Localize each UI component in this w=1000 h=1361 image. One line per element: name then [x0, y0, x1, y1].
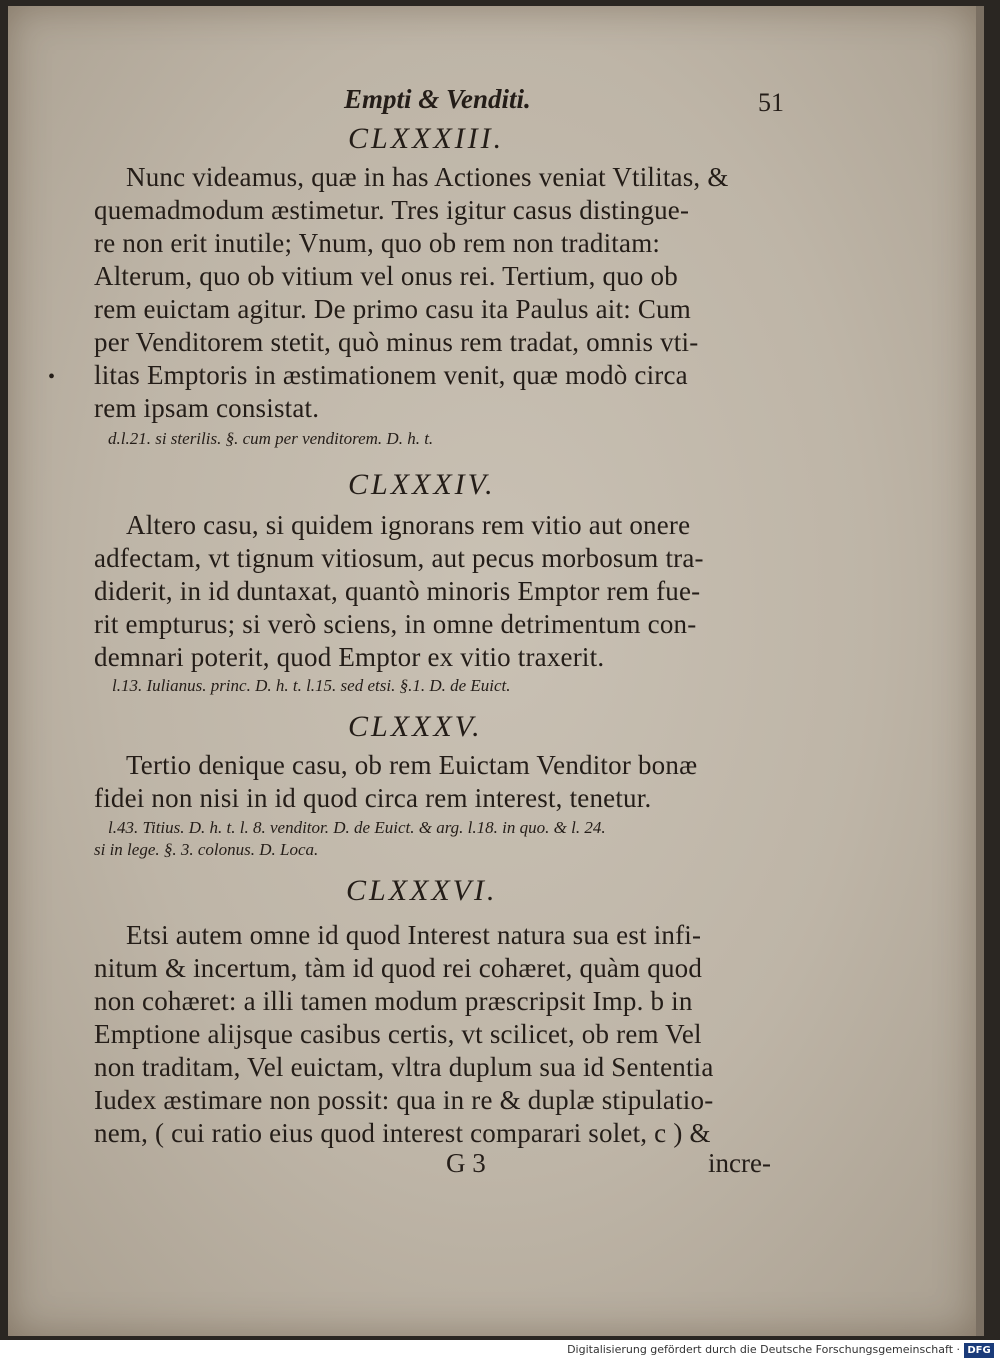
citation-note: l.43. Titius. D. h. t. l. 8. venditor. D. de Euict. & arg. l.18. in quo. & l. 24.: [108, 818, 606, 837]
text-line: rit empturus; si verò sciens, in omne detrimentum con-: [94, 609, 697, 639]
section-heading: CLXXXVI.: [346, 874, 498, 907]
text-line: non traditam, Vel euictam, vltra duplum sua id Sententia: [94, 1052, 714, 1082]
citation-note: si in lege. §. 3. colonus. D. Loca.: [94, 840, 319, 859]
citation-note: l.13. Iulianus. princ. D. h. t. l.15. sed etsi. §.1. D. de Euict.: [112, 676, 511, 695]
citation-note: d.l.21. si sterilis. §. cum per venditorem. D. h. t.: [108, 429, 434, 448]
text-line: diderit, in id duntaxat, quantò minoris Emptor rem fue-: [94, 576, 701, 606]
text-line: per Venditorem stetit, quò minus rem tradat, omnis vti-: [94, 327, 699, 357]
page-number: 51: [758, 88, 784, 117]
text-line: litas Emptoris in æstimationem venit, quæ modò circa: [94, 360, 688, 390]
section-heading: CLXXXIII.: [348, 122, 505, 155]
section-heading: CLXXXIV.: [348, 468, 496, 501]
text-line: Altero casu, si quidem ignorans rem vitio aut onere: [126, 510, 691, 540]
text-line: non cohæret: a illi tamen modum præscripsit Imp. b in: [94, 986, 693, 1016]
text-line: adfectam, vt tignum vitiosum, aut pecus morbosum tra-: [94, 543, 704, 573]
text-line: re non erit inutile; Vnum, quo ob rem non traditam:: [94, 228, 661, 258]
text-line: Tertio denique casu, ob rem Euictam Venditor bonæ: [126, 750, 698, 780]
text-line: nem, ( cui ratio eius quod interest comparari solet, c ) &: [94, 1118, 711, 1148]
text-line: rem ipsam consistat.: [94, 393, 320, 423]
text-line: Alterum, quo ob vitium vel onus rei. Tertium, quo ob: [94, 261, 678, 291]
running-title: Empti & Venditi.: [344, 84, 531, 114]
text-line: fidei non nisi in id quod circa rem interest, tenetur.: [94, 783, 652, 813]
page-content: [8, 6, 976, 1336]
digitization-credit: Digitalisierung gefördert durch die Deutsche Forschungsgemeinschaft ·: [567, 1343, 960, 1356]
text-line: demnari poterit, quod Emptor ex vitio traxerit.: [94, 642, 605, 672]
text-line: nitum & incertum, tàm id quod rei cohæret, quàm quod: [94, 953, 703, 983]
book-page: [8, 6, 984, 1336]
catchword: incre-: [708, 1148, 771, 1178]
text-line: quemadmodum æstimetur. Tres igitur casus distingue-: [94, 195, 690, 225]
signature-mark: G 3: [446, 1148, 486, 1178]
text-line: Emptione alijsque casibus certis, vt scilicet, ob rem Vel: [94, 1019, 702, 1049]
text-line: Iudex æstimare non possit: qua in re & duplæ stipulatio-: [94, 1085, 714, 1115]
text-line: rem euictam agitur. De primo casu ita Paulus ait: Cum: [94, 294, 691, 324]
section-heading: CLXXXV.: [348, 710, 483, 743]
dfg-logo-icon: DFG: [964, 1343, 994, 1358]
text-line: Nunc videamus, quæ in has Actiones veniat Vtilitas, &: [126, 162, 729, 192]
text-line: Etsi autem omne id quod Interest natura sua est infi-: [126, 920, 702, 950]
margin-mark: •: [48, 366, 56, 388]
